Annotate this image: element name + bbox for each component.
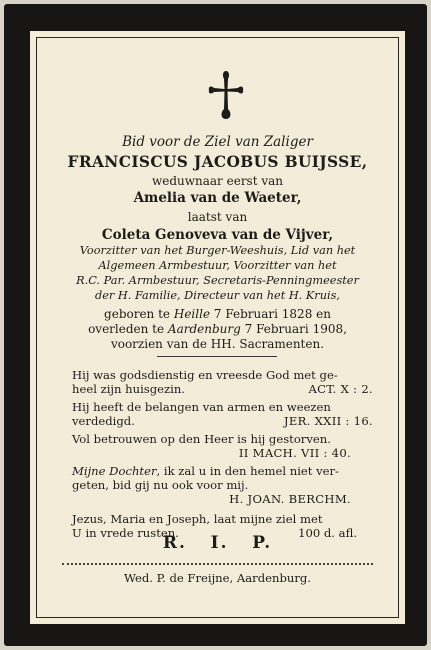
verse-1-text: heel zijn huisgezin. (72, 382, 185, 396)
title-line-2: Algemeen Armbestuur, Voorzitter van het (98, 259, 337, 272)
death-prefix: overleden te (88, 322, 165, 336)
printer-line: Wed. P. de Freijne, Aardenburg. (124, 571, 311, 585)
verse-2 (72, 400, 377, 428)
second-spouse: Coleta Genoveva van de Vijver, (101, 227, 334, 243)
verse-4 (72, 464, 377, 506)
sacraments-line: voorzien van de HH. Sacramenten. (110, 337, 325, 351)
death-place: Aardenburg (167, 322, 241, 336)
title-line-4: der H. Familie, Directeur van het H. Kruis, (95, 289, 340, 302)
death-line (40, 322, 395, 336)
verse-3-reference: II MACH. VII : 40. (238, 446, 351, 460)
rip-heading: R. I. P. (162, 533, 273, 553)
first-spouse: Amelia van de Waeter, (133, 190, 302, 206)
intro-line: Bid voor de Ziel van Zaliger (122, 134, 313, 150)
cross-icon (208, 69, 244, 121)
birth-line (40, 307, 395, 321)
widower-first: weduwnaar eerst van (151, 174, 284, 188)
dotted-separator (62, 563, 373, 565)
verse-2-line-1: Hij heeft de belangen van armen en weezen (72, 400, 331, 414)
last-of: laatst van (187, 210, 248, 224)
birth-prefix: geboren te (104, 307, 171, 321)
verse-4-reference: H. JOAN. BERCHM. (229, 492, 351, 506)
verse-2-line-2 (72, 414, 377, 428)
verse-1-reference: ACT. X : 2. (308, 382, 373, 396)
deceased-name: FRANCISCUS JACOBUS BUIJSSE, (67, 152, 368, 171)
verse-4-line-3 (72, 492, 377, 506)
card-paper (30, 31, 405, 624)
verse-4-lead: Mijne Dochter (72, 464, 157, 478)
verse-5-line-1: Jezus, Maria en Joseph, laat mijne ziel met (72, 512, 323, 526)
verse-4-text-1: , ik zal u in den hemel niet ver- (156, 464, 339, 478)
verse-1-line-1: Hij was godsdienstig en vreesde God met ge- (72, 368, 338, 382)
verse-5-reference: 100 d. afl. (298, 526, 357, 540)
card-content (40, 31, 395, 624)
verse-3 (72, 432, 377, 460)
birth-date: 7 Februari 1828 en (213, 307, 331, 321)
verse-5-text: U in vrede rusten. (72, 526, 179, 540)
verse-3-line-1: Vol betrouwen op den Heer is hij gestorven. (72, 432, 331, 446)
verse-4-line-1 (72, 464, 377, 478)
memorial-card (4, 4, 427, 646)
verse-1-line-2 (72, 382, 377, 396)
verse-3-line-2 (72, 446, 377, 460)
title-line-3: R.C. Par. Armbestuur, Secretaris-Penningmeester (76, 274, 359, 287)
verse-4-line-2: geten, bid gij nu ook voor mij. (72, 478, 249, 492)
title-line-1: Voorzitter van het Burger-Weeshuis, Lid van het (79, 244, 356, 257)
separator-line (157, 356, 277, 357)
verse-1 (72, 368, 377, 396)
death-date: 7 Februari 1908, (244, 322, 347, 336)
birth-place: Heille (173, 307, 211, 321)
verse-2-text: verdedigd. (72, 414, 135, 428)
verse-2-reference: JER. XXII : 16. (283, 414, 373, 428)
